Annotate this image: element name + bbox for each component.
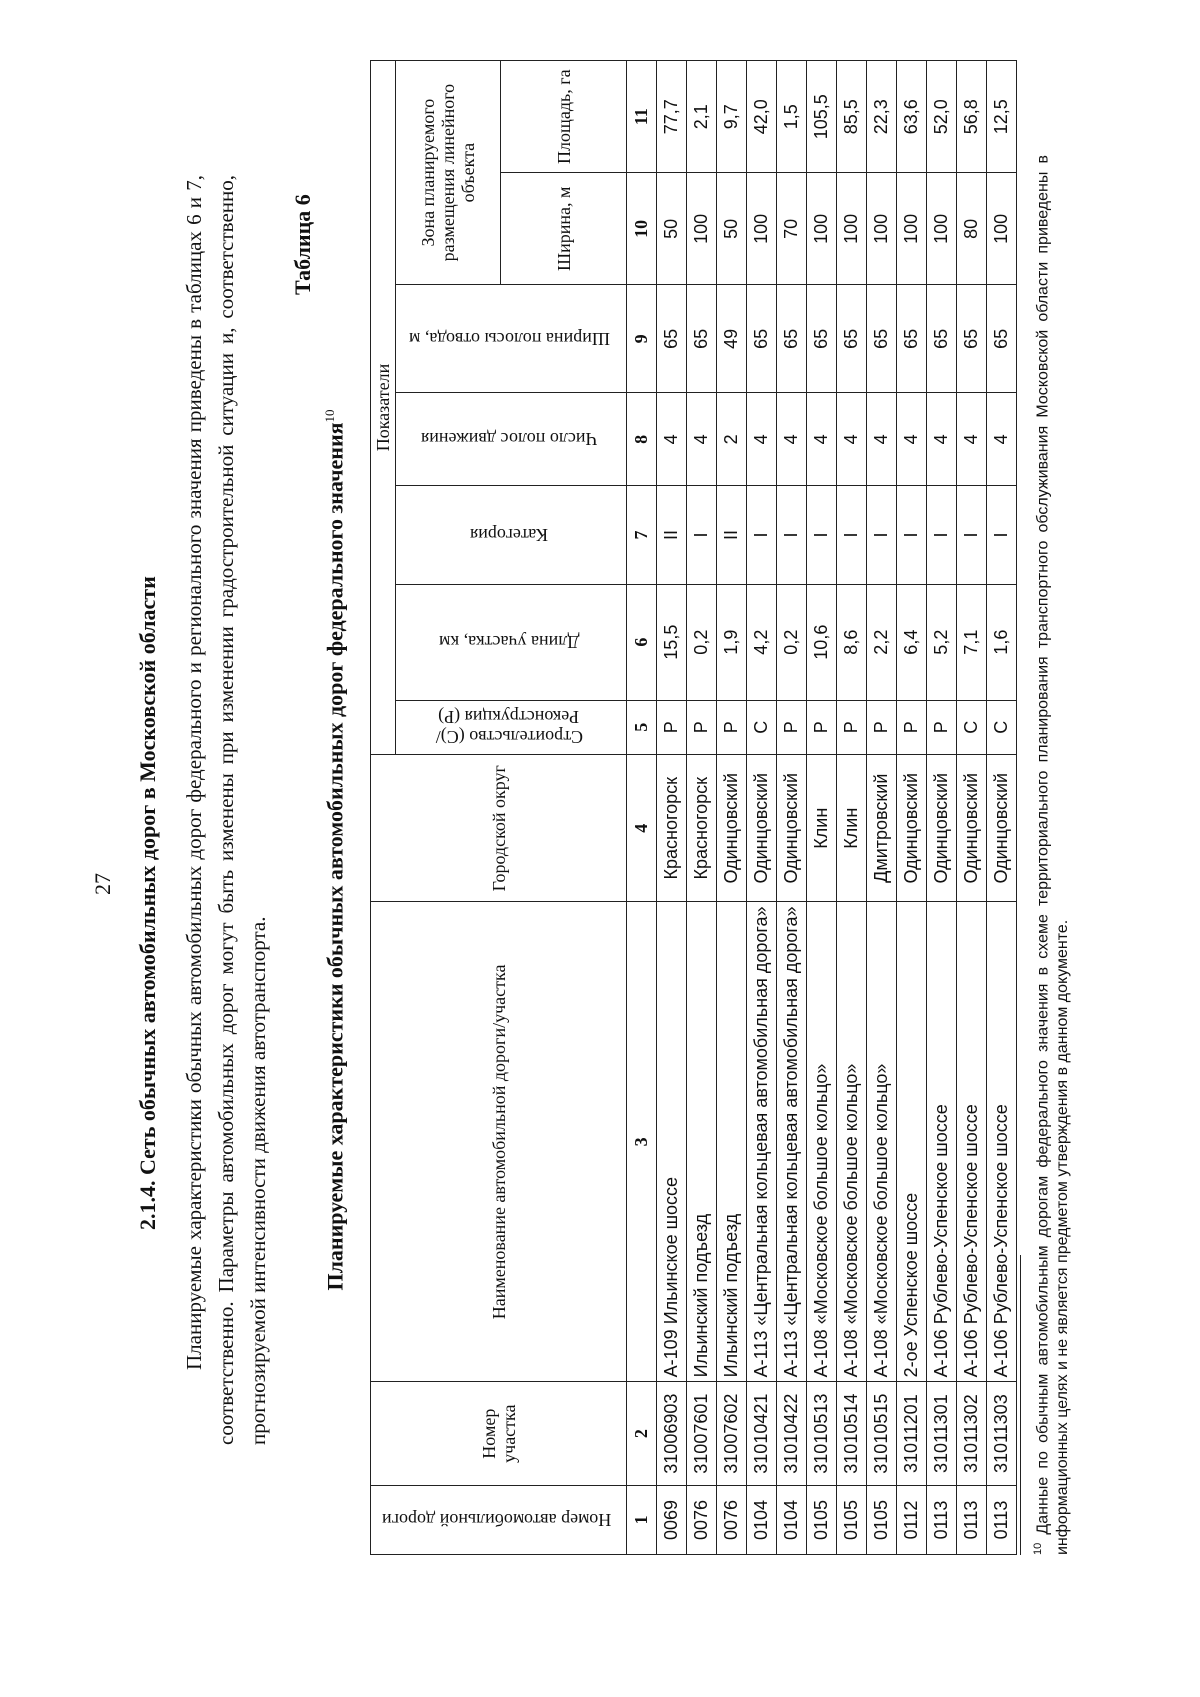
cell-zone-width: 50 xyxy=(717,173,747,285)
header-construction: Строительство (С)/ Реконструкция (Р) xyxy=(396,700,627,754)
header-road-name: Наименование автомобильной дороги/участка xyxy=(371,902,627,1382)
cell-zone-area: 85,5 xyxy=(837,61,867,173)
cell-construction: Р xyxy=(717,700,747,754)
cell-zone-width: 70 xyxy=(777,173,807,285)
cell-zone-width: 100 xyxy=(897,173,927,285)
table-row xyxy=(987,61,1017,1555)
cell-district: Одинцовский xyxy=(747,755,777,902)
table-title xyxy=(322,255,348,1445)
cell-district: Одинцовский xyxy=(897,755,927,902)
cell-lanes: 4 xyxy=(897,393,927,486)
cell-zone-width: 100 xyxy=(987,173,1017,285)
cell-zone-width: 100 xyxy=(687,173,717,285)
table-number: Таблица 6 xyxy=(290,194,315,295)
cell-category: I xyxy=(927,486,957,585)
cell-road-name: А-106 Рублево-Успенское шоссе xyxy=(987,902,1017,1382)
table-body xyxy=(657,61,1017,1555)
cell-road-number: 0076 xyxy=(717,1486,747,1555)
roads-table xyxy=(370,60,1017,1555)
column-number-4: 4 xyxy=(627,755,657,902)
cell-lanes: 4 xyxy=(987,393,1017,486)
table-row xyxy=(897,61,927,1555)
cell-length: 10,6 xyxy=(807,584,837,700)
column-number-11: 11 xyxy=(627,61,657,173)
column-number-3: 3 xyxy=(627,902,657,1382)
cell-road-name: А-113 «Центральная кольцевая автомобильная дорога» xyxy=(747,902,777,1382)
footnote xyxy=(1028,155,1073,1555)
header-category: Категория xyxy=(396,486,627,585)
column-number-5: 5 xyxy=(627,700,657,754)
cell-zone-area: 52,0 xyxy=(927,61,957,173)
table-row xyxy=(837,61,867,1555)
header-road-number: Номер автомобильной дороги xyxy=(371,1486,627,1555)
cell-lanes: 4 xyxy=(747,393,777,486)
cell-category: I xyxy=(867,486,897,585)
cell-road-number: 0112 xyxy=(897,1486,927,1555)
cell-zone-width: 50 xyxy=(657,173,687,285)
cell-road-name: А-108 «Московское большое кольцо» xyxy=(807,902,837,1382)
footnote-divider xyxy=(1020,1255,1021,1555)
column-number-6: 6 xyxy=(627,584,657,700)
cell-length: 0,2 xyxy=(687,584,717,700)
column-number-10: 10 xyxy=(627,173,657,285)
cell-category: I xyxy=(957,486,987,585)
cell-construction: С xyxy=(987,700,1017,754)
cell-category: I xyxy=(747,486,777,585)
cell-zone-area: 9,7 xyxy=(717,61,747,173)
cell-road-name: Ильинский подъезд xyxy=(687,902,717,1382)
cell-row-width: 65 xyxy=(987,285,1017,393)
cell-category: II xyxy=(717,486,747,585)
header-length: Длина участка, км xyxy=(396,584,627,700)
column-number-8: 8 xyxy=(627,393,657,486)
cell-length: 15,5 xyxy=(657,584,687,700)
cell-section-number: 31007601 xyxy=(687,1382,717,1486)
header-zone-width: Ширина, м xyxy=(501,173,627,285)
cell-lanes: 4 xyxy=(807,393,837,486)
cell-district: Одинцовский xyxy=(717,755,747,902)
cell-row-width: 65 xyxy=(867,285,897,393)
cell-zone-area: 105,5 xyxy=(807,61,837,173)
cell-road-number: 0076 xyxy=(687,1486,717,1555)
cell-lanes: 2 xyxy=(717,393,747,486)
cell-construction: Р xyxy=(657,700,687,754)
table-row xyxy=(657,61,687,1555)
table-title-text: Планируемые характеристики обычных автомобильных дорог федерального значения xyxy=(322,422,348,1291)
cell-length: 6,4 xyxy=(897,584,927,700)
cell-length: 7,1 xyxy=(957,584,987,700)
cell-section-number: 31010513 xyxy=(807,1382,837,1486)
cell-road-number: 0105 xyxy=(867,1486,897,1555)
cell-district: Одинцовский xyxy=(987,755,1017,902)
cell-category: I xyxy=(837,486,867,585)
cell-zone-width: 100 xyxy=(807,173,837,285)
cell-district: Клин xyxy=(807,755,837,902)
intro-text: Планируемые характеристики обычных автомобильных дорог федерального и регионального значения приведены в таблицах 6 и 7, соответственно. Параметры автомобильных дорог могут быть изменены при изменении градостроительной ситуации и, соответственно, прогнозируемой интенсивности движения автотранспорта. xyxy=(182,175,270,1445)
cell-lanes: 4 xyxy=(687,393,717,486)
cell-section-number: 31011302 xyxy=(957,1382,987,1486)
header-section-number: Номер участка xyxy=(371,1382,627,1486)
cell-category: I xyxy=(687,486,717,585)
cell-lanes: 4 xyxy=(867,393,897,486)
column-number-7: 7 xyxy=(627,486,657,585)
cell-row-width: 49 xyxy=(717,285,747,393)
table-row xyxy=(717,61,747,1555)
cell-road-name: А-108 «Московское большое кольцо» xyxy=(837,902,867,1382)
cell-section-number: 31007602 xyxy=(717,1382,747,1486)
cell-zone-area: 63,6 xyxy=(897,61,927,173)
cell-length: 2,2 xyxy=(867,584,897,700)
cell-category: I xyxy=(807,486,837,585)
header-district: Городской округ xyxy=(371,755,627,902)
cell-length: 1,6 xyxy=(987,584,1017,700)
cell-row-width: 65 xyxy=(897,285,927,393)
intro-paragraph xyxy=(178,175,274,1445)
rotated-page xyxy=(30,60,1150,1660)
cell-category: II xyxy=(657,486,687,585)
table-row xyxy=(687,61,717,1555)
cell-zone-area: 1,5 xyxy=(777,61,807,173)
cell-category: I xyxy=(897,486,927,585)
header-row-width: Ширина полосы отвода, м xyxy=(396,285,627,393)
cell-lanes: 4 xyxy=(927,393,957,486)
cell-section-number: 31006903 xyxy=(657,1382,687,1486)
cell-section-number: 31010422 xyxy=(777,1382,807,1486)
cell-road-name: А-106 Рублево-Успенское шоссе xyxy=(927,902,957,1382)
table-row xyxy=(777,61,807,1555)
cell-zone-width: 100 xyxy=(927,173,957,285)
table-row xyxy=(927,61,957,1555)
column-number-2: 2 xyxy=(627,1382,657,1486)
cell-row-width: 65 xyxy=(927,285,957,393)
page-number: 27 xyxy=(90,873,115,895)
cell-length: 8,6 xyxy=(837,584,867,700)
table-row xyxy=(867,61,897,1555)
cell-road-name: А-106 Рублево-Успенское шоссе xyxy=(957,902,987,1382)
cell-construction: Р xyxy=(927,700,957,754)
cell-section-number: 31010514 xyxy=(837,1382,867,1486)
cell-zone-area: 12,5 xyxy=(987,61,1017,173)
cell-construction: Р xyxy=(777,700,807,754)
cell-zone-width: 100 xyxy=(867,173,897,285)
cell-section-number: 31011301 xyxy=(927,1382,957,1486)
cell-road-name: А-113 «Центральная кольцевая автомобильная дорога» xyxy=(777,902,807,1382)
cell-road-name: Ильинский подъезд xyxy=(717,902,747,1382)
cell-lanes: 4 xyxy=(657,393,687,486)
cell-zone-width: 100 xyxy=(837,173,867,285)
header-zone-area: Площадь, га xyxy=(501,61,627,173)
table-row xyxy=(807,61,837,1555)
cell-row-width: 65 xyxy=(957,285,987,393)
column-number-row-cells xyxy=(627,61,657,1555)
cell-district: Одинцовский xyxy=(777,755,807,902)
cell-district: Красногорск xyxy=(657,755,687,902)
cell-row-width: 65 xyxy=(777,285,807,393)
cell-length: 0,2 xyxy=(777,584,807,700)
column-number-1: 1 xyxy=(627,1486,657,1555)
header-lanes: Число полос движения xyxy=(396,393,627,486)
cell-construction: С xyxy=(957,700,987,754)
cell-zone-area: 42,0 xyxy=(747,61,777,173)
cell-district: Клин xyxy=(837,755,867,902)
cell-lanes: 4 xyxy=(957,393,987,486)
cell-construction: Р xyxy=(687,700,717,754)
header-zone: Зона планируемого размещения линейного объекта xyxy=(396,61,501,285)
cell-construction: Р xyxy=(867,700,897,754)
table-row xyxy=(957,61,987,1555)
footnote-text: Данные по обычным автомобильным дорогам федерального значения в схеме территориального планирования транспортного обслуживания Московской области приведены в информационных целях и не является предметом утверждения в данном документе. xyxy=(1034,155,1072,1555)
cell-zone-width: 80 xyxy=(957,173,987,285)
cell-zone-area: 77,7 xyxy=(657,61,687,173)
cell-road-number: 0113 xyxy=(927,1486,957,1555)
table-title-footnote-mark: 10 xyxy=(322,409,337,423)
cell-section-number: 31011201 xyxy=(897,1382,927,1486)
cell-category: I xyxy=(987,486,1017,585)
cell-district: Красногорск xyxy=(687,755,717,902)
cell-construction: С xyxy=(747,700,777,754)
cell-length: 4,2 xyxy=(747,584,777,700)
cell-construction: Р xyxy=(897,700,927,754)
cell-zone-area: 56,8 xyxy=(957,61,987,173)
cell-row-width: 65 xyxy=(807,285,837,393)
cell-road-number: 0105 xyxy=(807,1486,837,1555)
cell-road-number: 0105 xyxy=(837,1486,867,1555)
cell-section-number: 31010421 xyxy=(747,1382,777,1486)
cell-row-width: 65 xyxy=(747,285,777,393)
footnote-mark: 10 xyxy=(1032,1542,1044,1555)
cell-length: 1,9 xyxy=(717,584,747,700)
cell-row-width: 65 xyxy=(687,285,717,393)
cell-road-number: 0113 xyxy=(957,1486,987,1555)
column-number-9: 9 xyxy=(627,285,657,393)
column-number-row xyxy=(627,61,657,1555)
cell-road-number: 0069 xyxy=(657,1486,687,1555)
cell-zone-area: 22,3 xyxy=(867,61,897,173)
table-row xyxy=(747,61,777,1555)
cell-road-name: А-109 Ильинское шоссе xyxy=(657,902,687,1382)
cell-zone-width: 100 xyxy=(747,173,777,285)
cell-lanes: 4 xyxy=(777,393,807,486)
cell-section-number: 31011303 xyxy=(987,1382,1017,1486)
cell-road-name: 2-ое Успенское шоссе xyxy=(897,902,927,1382)
cell-row-width: 65 xyxy=(657,285,687,393)
cell-row-width: 65 xyxy=(837,285,867,393)
cell-district: Одинцовский xyxy=(927,755,957,902)
section-title: 2.1.4. Сеть обычных автомобильных дорог в Московской области xyxy=(135,576,160,1230)
cell-zone-area: 2,1 xyxy=(687,61,717,173)
cell-lanes: 4 xyxy=(837,393,867,486)
cell-construction: Р xyxy=(807,700,837,754)
cell-section-number: 31010515 xyxy=(867,1382,897,1486)
cell-road-number: 0104 xyxy=(777,1486,807,1555)
cell-road-number: 0104 xyxy=(747,1486,777,1555)
cell-length: 5,2 xyxy=(927,584,957,700)
cell-construction: Р xyxy=(837,700,867,754)
cell-district: Дмитровский xyxy=(867,755,897,902)
cell-road-number: 0113 xyxy=(987,1486,1017,1555)
header-indicators: Показатели xyxy=(371,61,396,755)
cell-road-name: А-108 «Московское большое кольцо» xyxy=(867,902,897,1382)
cell-category: I xyxy=(777,486,807,585)
cell-district: Одинцовский xyxy=(957,755,987,902)
